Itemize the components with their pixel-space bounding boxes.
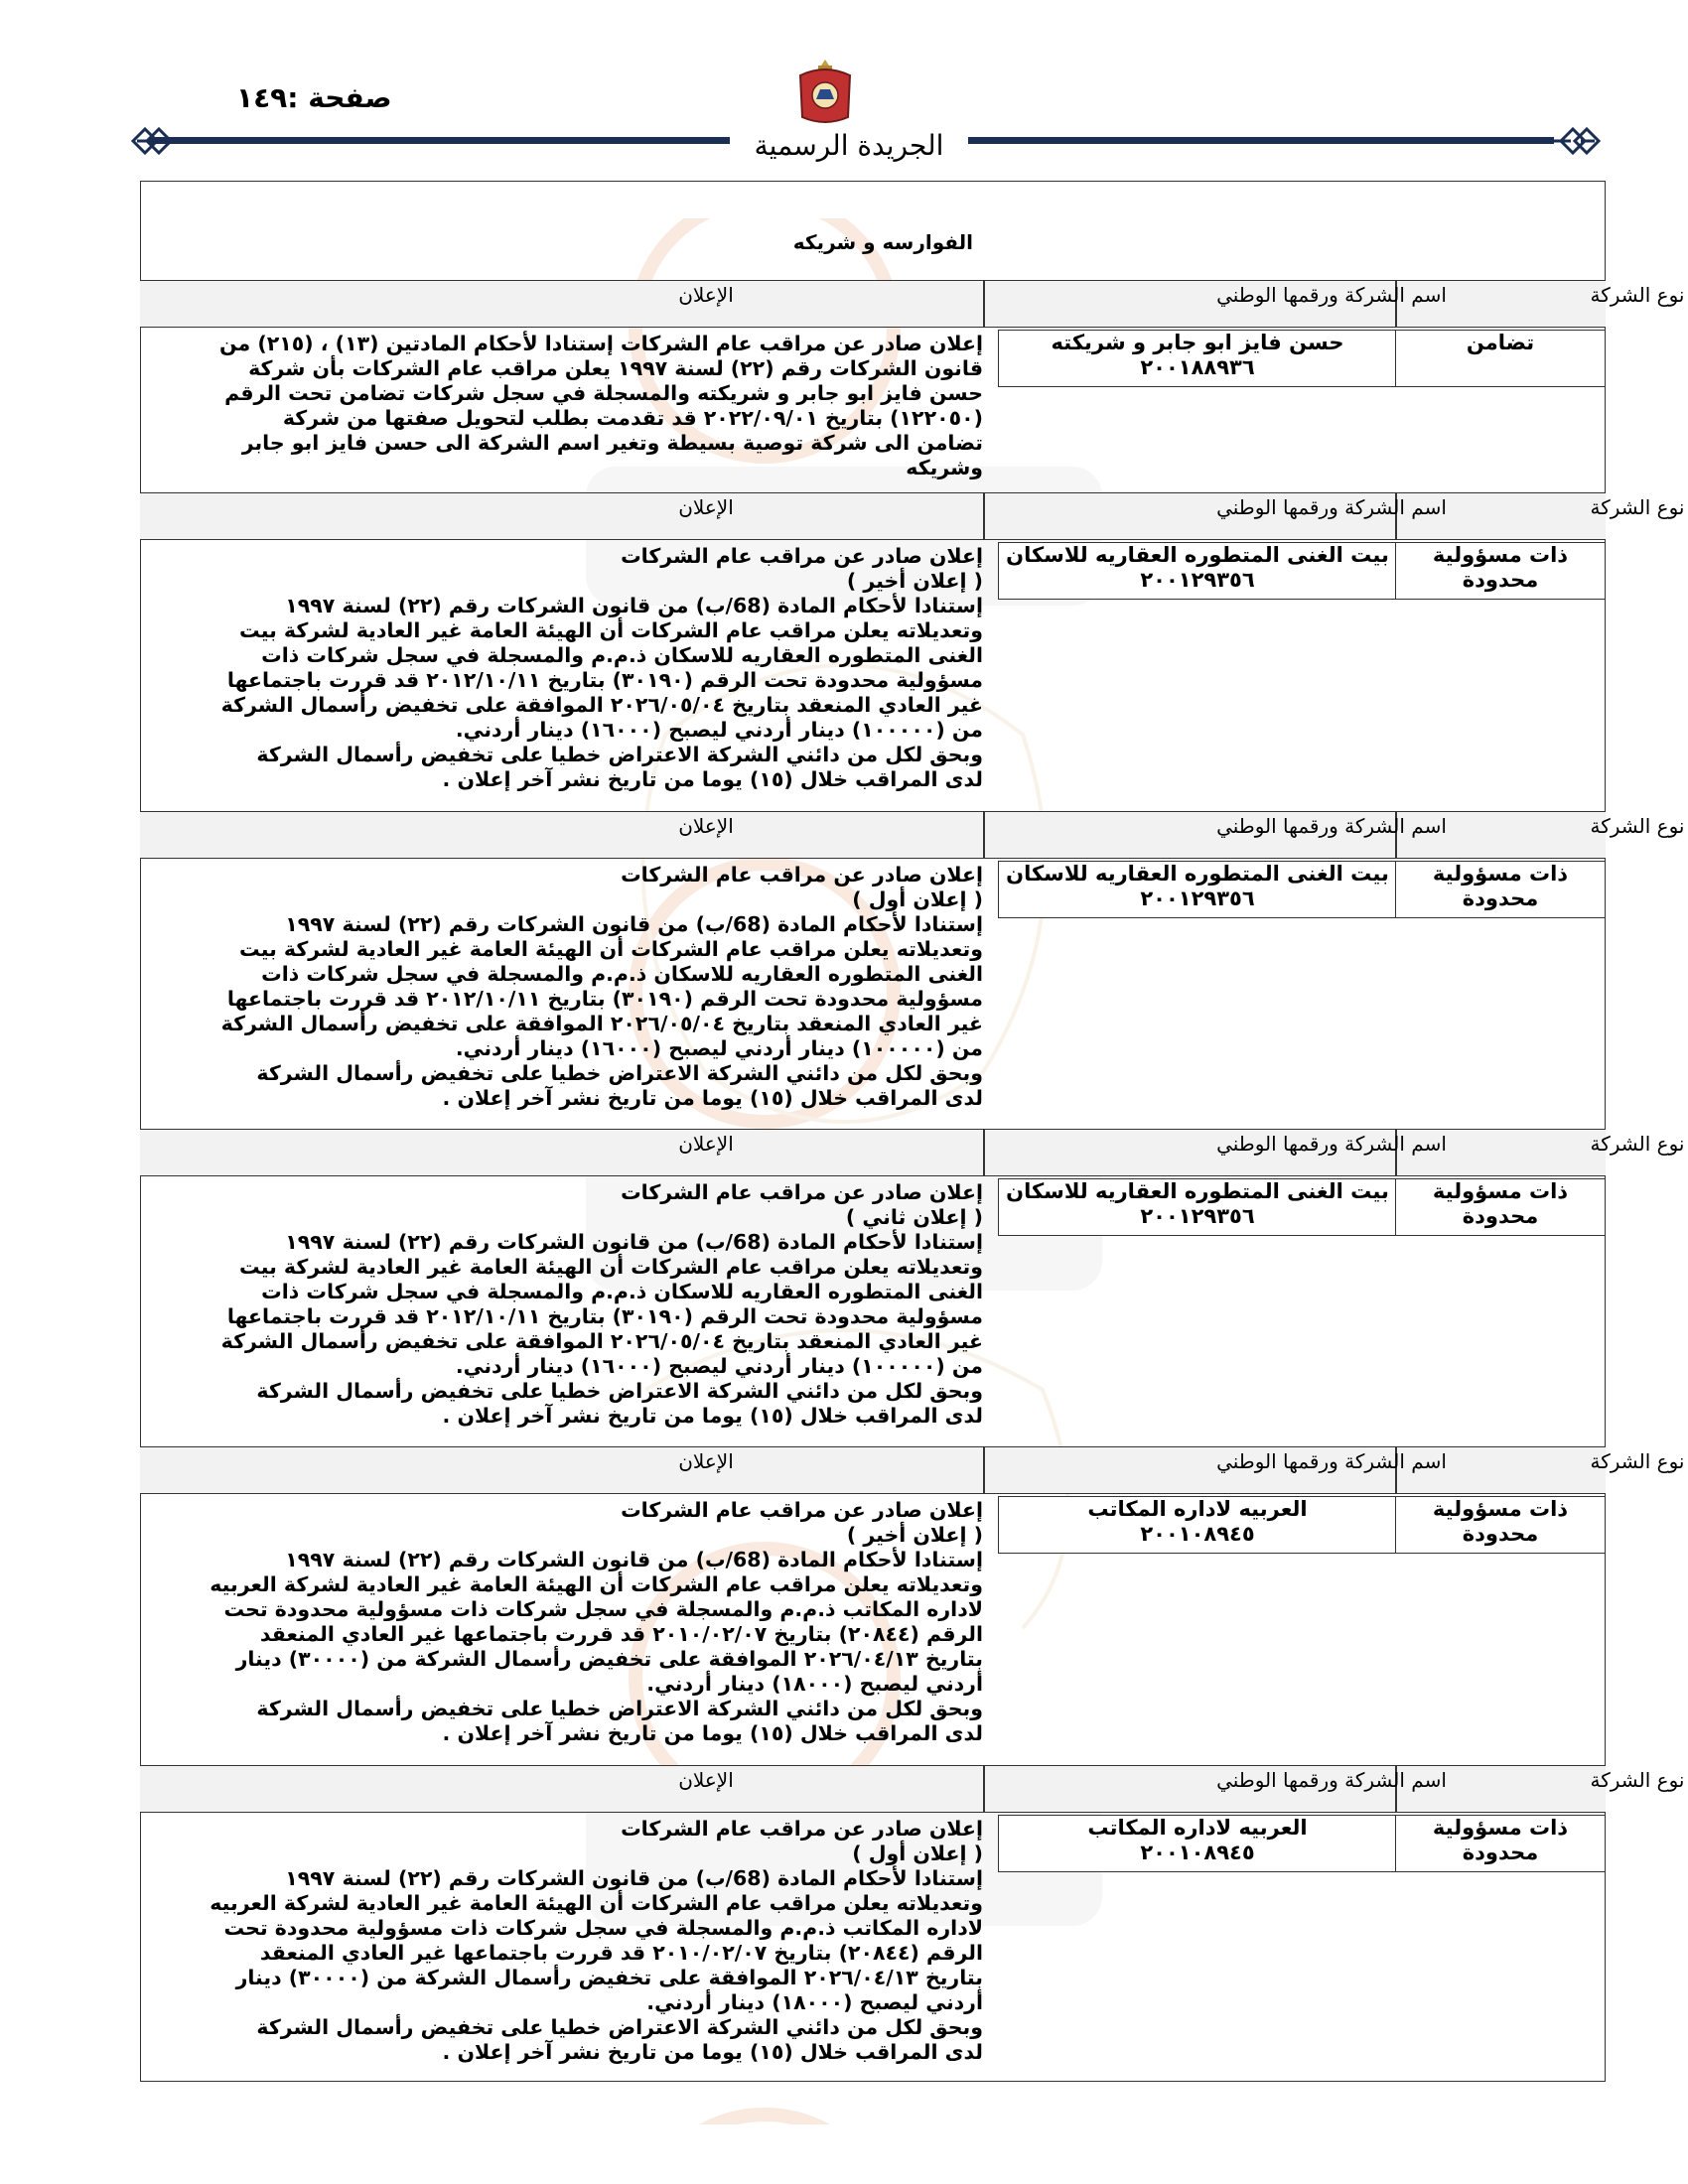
announcement-line: بتاريخ ٢٠٢٦/٠٤/١٣ الموافقة على تخفيض رأسمال الشركة من (٣٠٠٠٠) دينار bbox=[235, 1647, 983, 1671]
announcement-line: ( إعلان أول ) bbox=[852, 1842, 983, 1865]
announcement-line: ( إعلان ثاني ) bbox=[845, 1205, 983, 1229]
announcement-line: إستنادا لأحكام المادة (68/ب) من قانون الشركات رقم (٢٢) لسنة ١٩٩٧ bbox=[285, 1866, 983, 1890]
announcement-line: تضامن الى شركة توصية بسيطة وتغير اسم الشركة الى حسن فايز ابو جابر bbox=[241, 431, 983, 455]
announcement-line: لدى المراقب خلال (١٥) يوما من تاريخ نشر آخر إعلان . bbox=[442, 2040, 983, 2064]
announcement-line: الغنى المتطوره العقاريه للاسكان ذ.م.م والمسجلة في سجل شركات ذات bbox=[261, 962, 983, 986]
header-company-type: نوع الشركة bbox=[1590, 1132, 1685, 1156]
company-type: ذات مسؤولية محدودة bbox=[1432, 1179, 1569, 1228]
announcement-line: الرقم (٢٠٨٤٤) بتاريخ ٢٠١٠/٠٢/٠٧ قد قررت باجتماعها غير العادي المنعقد bbox=[259, 1622, 983, 1646]
announcement-line: وبحق لكل من دائني الشركة الاعتراض خطيا على تخفيض رأسمال الشركة bbox=[256, 1697, 983, 1720]
announcement-line: وبحق لكل من دائني الشركة الاعتراض خطيا على تخفيض رأسمال الشركة bbox=[256, 1061, 983, 1085]
company-name-cell bbox=[998, 330, 1397, 387]
company-name-cell bbox=[998, 1815, 1397, 1872]
announcement-line: ( إعلان أول ) bbox=[852, 887, 983, 911]
company-type: ذات مسؤولية محدودة bbox=[1432, 1497, 1569, 1546]
company-type-cell bbox=[1395, 542, 1606, 600]
company-name: بيت الغنى المتطوره العقاريه للاسكان bbox=[1006, 543, 1389, 567]
column-divider bbox=[983, 281, 985, 327]
announcement-line: غير العادي المنعقد بتاريخ ٢٠٢٦/٠٥/٠٤ الموافقة على تخفيض رأسمال الشركة bbox=[220, 1329, 983, 1353]
company-name-cell bbox=[998, 1178, 1397, 1236]
announcement-line: وتعديلاته يعلن مراقب عام الشركات أن الهيئة العامة غير العادية لشركة العربيه bbox=[210, 1572, 983, 1596]
national-number: ٢٠٠١٢٩٣٥٦ bbox=[1140, 887, 1255, 910]
national-number: ٢٠٠١٠٨٩٤٥ bbox=[1140, 1841, 1255, 1864]
gazette-title: الجريدة الرسمية bbox=[754, 129, 944, 162]
table-header-row bbox=[140, 492, 1685, 540]
announcement-line: غير العادي المنعقد بتاريخ ٢٠٢٦/٠٥/٠٤ الموافقة على تخفيض رأسمال الشركة bbox=[220, 693, 983, 717]
announcement-line: ( إعلان أخير ) bbox=[846, 1523, 983, 1547]
announcement-line: وتعديلاته يعلن مراقب عام الشركات أن الهيئة العامة غير العادية لشركة بيت bbox=[239, 937, 983, 961]
announcement-line: لاداره المكاتب ذ.م.م والمسجلة في سجل شركات ذات مسؤولية محدودة تحت bbox=[223, 1597, 983, 1621]
ornament-knot-left-icon bbox=[129, 124, 183, 158]
announcement-text bbox=[169, 544, 983, 792]
announcement-line: أردني ليصبح (١٨٠٠٠) دينار أردني. bbox=[646, 1990, 983, 2014]
company-type-cell bbox=[1395, 330, 1606, 387]
company-name: العربيه لاداره المكاتب bbox=[1087, 1816, 1308, 1840]
header-announcement: الإعلان bbox=[678, 1449, 734, 1473]
announcement-line: الغنى المتطوره العقاريه للاسكان ذ.م.م والمسجلة في سجل شركات ذات bbox=[261, 643, 983, 667]
announcement-line: لدى المراقب خلال (١٥) يوما من تاريخ نشر آخر إعلان . bbox=[442, 1404, 983, 1428]
table-header-row bbox=[140, 1129, 1685, 1176]
announcement-text bbox=[169, 1180, 983, 1429]
national-number: ٢٠٠١٨٨٩٣٦ bbox=[1140, 355, 1255, 379]
announcement-text bbox=[169, 863, 983, 1111]
company-type-cell bbox=[1395, 1178, 1606, 1236]
company-name-cell bbox=[998, 1496, 1397, 1554]
company-name: بيت الغنى المتطوره العقاريه للاسكان bbox=[1006, 862, 1389, 886]
header-company-name: اسم الشركة ورقمها الوطني bbox=[1216, 1768, 1447, 1792]
announcement-line: وشريكه bbox=[906, 456, 983, 479]
header-announcement: الإعلان bbox=[678, 495, 734, 519]
table-header-row bbox=[140, 1446, 1685, 1494]
column-divider bbox=[983, 1130, 985, 1175]
announcement-line: إعلان صادر عن مراقب عام الشركات bbox=[621, 1817, 983, 1841]
header-announcement: الإعلان bbox=[678, 814, 734, 838]
jordan-coat-of-arms-emblem bbox=[794, 58, 856, 127]
header-company-type: نوع الشركة bbox=[1590, 283, 1685, 307]
header-company-type: نوع الشركة bbox=[1590, 495, 1685, 519]
announcement-line: لاداره المكاتب ذ.م.م والمسجلة في سجل شركات ذات مسؤولية محدودة تحت bbox=[223, 1916, 983, 1940]
header-announcement: الإعلان bbox=[678, 283, 734, 307]
column-divider bbox=[983, 1447, 985, 1493]
announcement-line: مسؤولية محدودة تحت الرقم (٣٠١٩٠) بتاريخ ٢٠١٢/١٠/١١ قد قررت باجتماعها bbox=[226, 987, 983, 1011]
announcement-line: (١٢٢٠٥٠) بتاريخ ٢٠٢٢/٠٩/٠١ قد تقدمت بطلب لتحويل صفتها من شركة bbox=[282, 406, 983, 430]
announcement-line: وبحق لكل من دائني الشركة الاعتراض خطيا على تخفيض رأسمال الشركة bbox=[256, 743, 983, 766]
header-company-name: اسم الشركة ورقمها الوطني bbox=[1216, 283, 1447, 307]
announcement-text bbox=[169, 1817, 983, 2065]
announcement-line: حسن فايز ابو جابر و شريكته والمسجلة في سجل شركات تضامن تحت الرقم bbox=[224, 381, 983, 405]
company-name: حسن فايز ابو جابر و شريكته bbox=[1051, 331, 1344, 354]
announcement-line: إستنادا لأحكام المادة (68/ب) من قانون الشركات رقم (٢٢) لسنة ١٩٩٧ bbox=[285, 594, 983, 617]
header-company-type: نوع الشركة bbox=[1590, 814, 1685, 838]
announcement-line: إعلان صادر عن مراقب عام الشركات bbox=[621, 863, 983, 887]
header-company-type: نوع الشركة bbox=[1590, 1768, 1685, 1792]
company-name-cell bbox=[998, 861, 1397, 918]
company-type-cell bbox=[1395, 861, 1606, 918]
header-announcement: الإعلان bbox=[678, 1132, 734, 1156]
page-number: صفحة :١٤٩ bbox=[236, 81, 392, 114]
announcement-line: أردني ليصبح (١٨٠٠٠) دينار أردني. bbox=[646, 1672, 983, 1696]
announcement-line: إستنادا لأحكام المادة (68/ب) من قانون الشركات رقم (٢٢) لسنة ١٩٩٧ bbox=[285, 1548, 983, 1571]
announcement-line: بتاريخ ٢٠٢٦/٠٤/١٣ الموافقة على تخفيض رأسمال الشركة من (٣٠٠٠٠) دينار bbox=[235, 1966, 983, 1989]
announcement-line: إعلان صادر عن مراقب عام الشركات bbox=[621, 1180, 983, 1204]
header-rule-right bbox=[968, 137, 1554, 144]
announcement-line: إستنادا لأحكام المادة (68/ب) من قانون الشركات رقم (٢٢) لسنة ١٩٩٧ bbox=[285, 1230, 983, 1254]
continuation-text: الفوارسه و شريكه bbox=[792, 230, 973, 254]
table-header-row bbox=[140, 280, 1685, 328]
announcement-line: لدى المراقب خلال (١٥) يوما من تاريخ نشر آخر إعلان . bbox=[442, 1721, 983, 1745]
national-number: ٢٠٠١٠٨٩٤٥ bbox=[1140, 1522, 1255, 1546]
announcement-line: من (١٠٠٠٠٠) دينار أردني ليصبح (١٦٠٠٠) دينار أردني. bbox=[455, 1354, 983, 1378]
announcement-line: مسؤولية محدودة تحت الرقم (٣٠١٩٠) بتاريخ ٢٠١٢/١٠/١١ قد قررت باجتماعها bbox=[226, 668, 983, 692]
company-type-cell bbox=[1395, 1815, 1606, 1872]
announcement-line: وبحق لكل من دائني الشركة الاعتراض خطيا على تخفيض رأسمال الشركة bbox=[256, 2015, 983, 2039]
header-company-name: اسم الشركة ورقمها الوطني bbox=[1216, 1132, 1447, 1156]
announcement-line: من (١٠٠٠٠٠) دينار أردني ليصبح (١٦٠٠٠) دينار أردني. bbox=[455, 718, 983, 742]
announcement-line: مسؤولية محدودة تحت الرقم (٣٠١٩٠) بتاريخ ٢٠١٢/١٠/١١ قد قررت باجتماعها bbox=[226, 1304, 983, 1328]
announcement-text bbox=[169, 332, 983, 480]
company-type: ذات مسؤولية محدودة bbox=[1432, 862, 1569, 910]
company-name-cell bbox=[998, 542, 1397, 600]
announcement-line: وتعديلاته يعلن مراقب عام الشركات أن الهيئة العامة غير العادية لشركة العربيه bbox=[210, 1891, 983, 1915]
company-type: تضامن bbox=[1466, 331, 1535, 354]
company-type: ذات مسؤولية محدودة bbox=[1432, 1816, 1569, 1864]
company-name: العربيه لاداره المكاتب bbox=[1087, 1497, 1308, 1521]
announcement-line: من (١٠٠٠٠٠) دينار أردني ليصبح (١٦٠٠٠) دينار أردني. bbox=[455, 1036, 983, 1060]
table-header-row bbox=[140, 1765, 1685, 1813]
national-number: ٢٠٠١٢٩٣٥٦ bbox=[1140, 1204, 1255, 1228]
announcement-line: لدى المراقب خلال (١٥) يوما من تاريخ نشر آخر إعلان . bbox=[442, 767, 983, 791]
national-number: ٢٠٠١٢٩٣٥٦ bbox=[1140, 568, 1255, 592]
announcement-line: إعلان صادر عن مراقب عام الشركات إستنادا لأحكام المادتين (١٣) ، (٢١٥) من bbox=[219, 332, 983, 355]
announcement-line: وبحق لكل من دائني الشركة الاعتراض خطيا على تخفيض رأسمال الشركة bbox=[256, 1379, 983, 1403]
announcement-line: غير العادي المنعقد بتاريخ ٢٠٢٦/٠٥/٠٤ الموافقة على تخفيض رأسمال الشركة bbox=[220, 1012, 983, 1035]
header-company-type: نوع الشركة bbox=[1590, 1449, 1685, 1473]
announcement-line: قانون الشركات رقم (٢٢) لسنة ١٩٩٧ يعلن مراقب عام الشركات بأن شركة bbox=[248, 356, 983, 380]
header-rule-left bbox=[149, 137, 730, 144]
announcement-line: الغنى المتطوره العقاريه للاسكان ذ.م.م والمسجلة في سجل شركات ذات bbox=[261, 1280, 983, 1303]
announcement-text bbox=[169, 1498, 983, 1746]
announcement-line: وتعديلاته يعلن مراقب عام الشركات أن الهيئة العامة غير العادية لشركة بيت bbox=[239, 618, 983, 642]
company-type: ذات مسؤولية محدودة bbox=[1432, 543, 1569, 592]
announcement-line: إستنادا لأحكام المادة (68/ب) من قانون الشركات رقم (٢٢) لسنة ١٩٩٧ bbox=[285, 912, 983, 936]
header-company-name: اسم الشركة ورقمها الوطني bbox=[1216, 814, 1447, 838]
announcement-line: لدى المراقب خلال (١٥) يوما من تاريخ نشر آخر إعلان . bbox=[442, 1086, 983, 1110]
table-header-row bbox=[140, 811, 1685, 859]
announcement-line: ( إعلان أخير ) bbox=[846, 569, 983, 593]
announcement-line: وتعديلاته يعلن مراقب عام الشركات أن الهيئة العامة غير العادية لشركة بيت bbox=[239, 1255, 983, 1279]
header-announcement: الإعلان bbox=[678, 1768, 734, 1792]
announcement-line: إعلان صادر عن مراقب عام الشركات bbox=[621, 1498, 983, 1522]
header-company-name: اسم الشركة ورقمها الوطني bbox=[1216, 495, 1447, 519]
announcement-line: الرقم (٢٠٨٤٤) بتاريخ ٢٠١٠/٠٢/٠٧ قد قررت باجتماعها غير العادي المنعقد bbox=[259, 1941, 983, 1965]
column-divider bbox=[983, 1766, 985, 1812]
ornament-knot-right-icon bbox=[1549, 124, 1603, 158]
column-divider bbox=[983, 493, 985, 539]
column-divider bbox=[983, 812, 985, 858]
header-company-name: اسم الشركة ورقمها الوطني bbox=[1216, 1449, 1447, 1473]
company-name: بيت الغنى المتطوره العقاريه للاسكان bbox=[1006, 1179, 1389, 1203]
company-type-cell bbox=[1395, 1496, 1606, 1554]
announcement-line: إعلان صادر عن مراقب عام الشركات bbox=[621, 544, 983, 568]
